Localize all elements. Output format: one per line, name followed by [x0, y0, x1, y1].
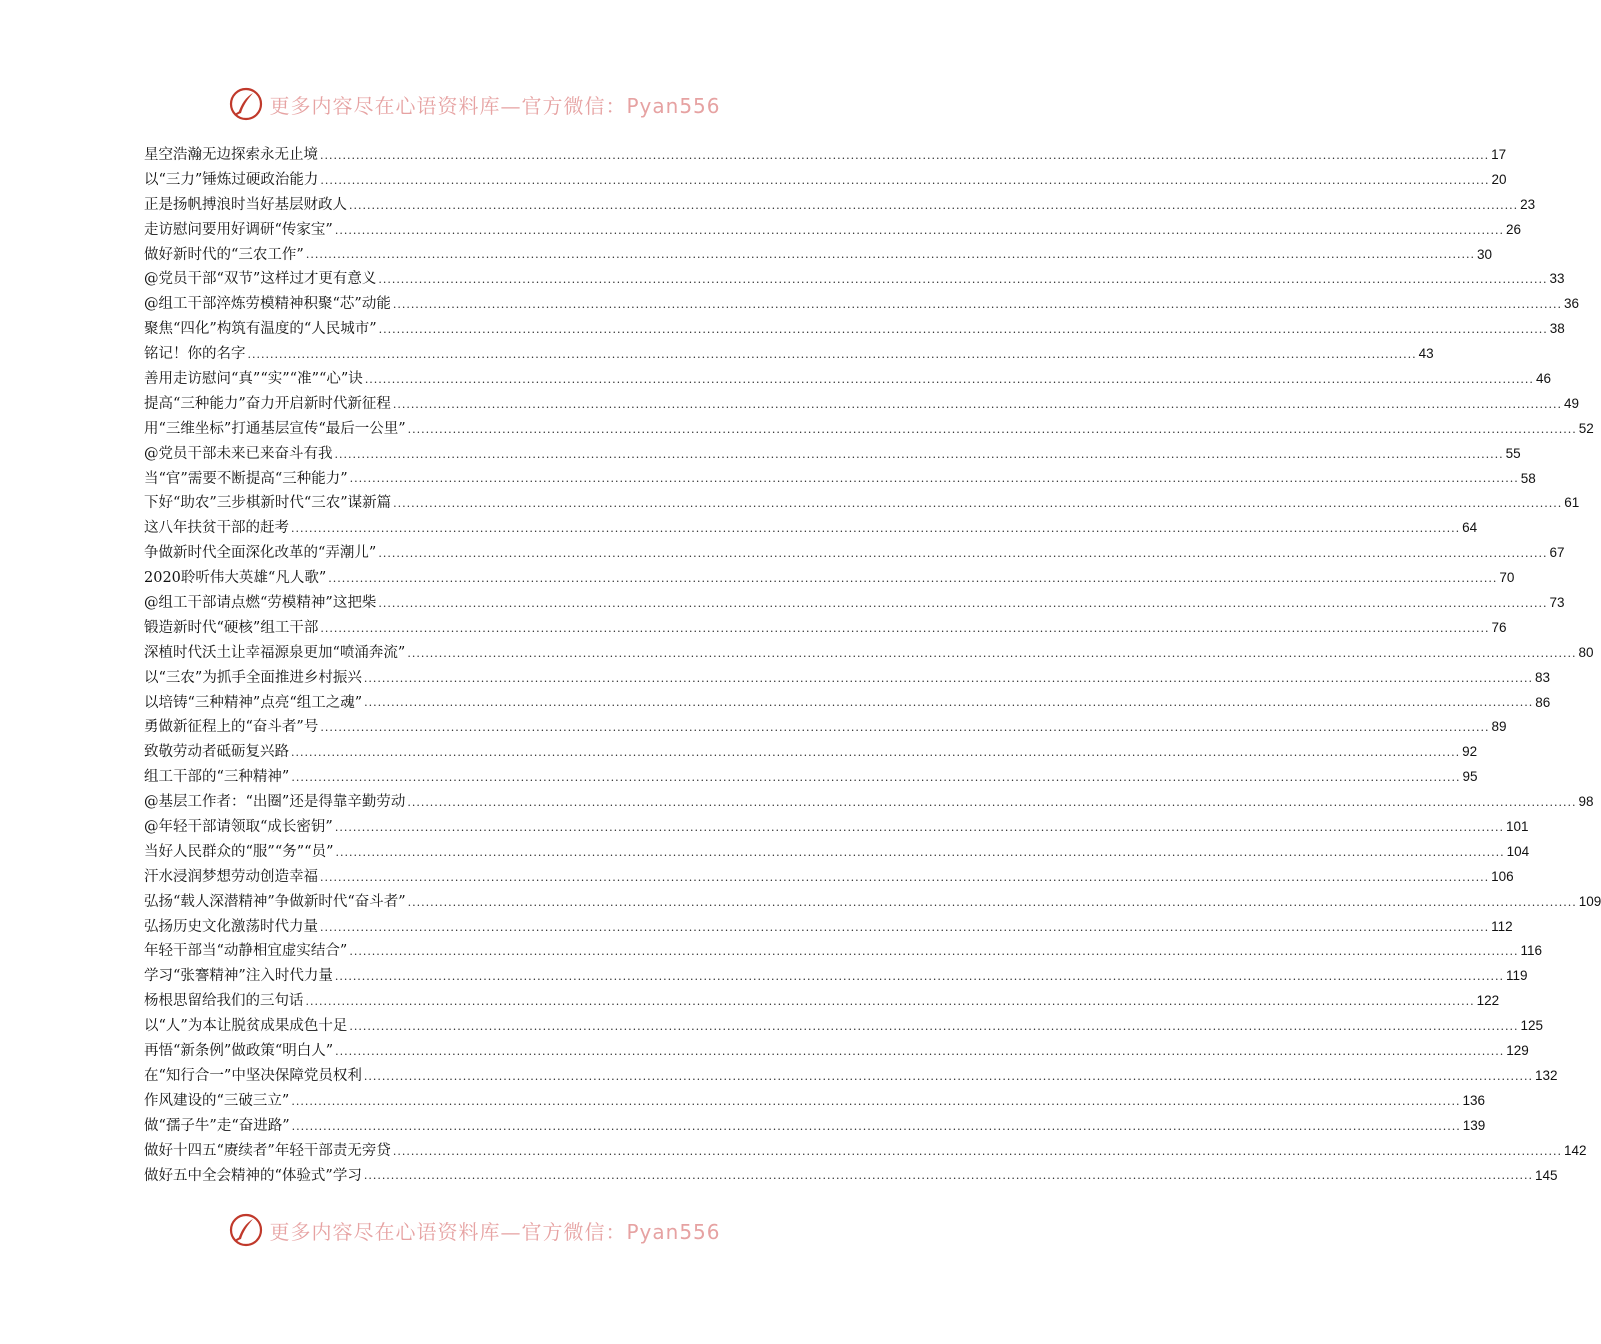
dot-leader: .................................................................................................................................................................................................................................................................... [291, 746, 1461, 760]
dot-leader: .................................................................................................................................................................................................................................................................... [349, 472, 1519, 486]
toc-entry[interactable] [144, 367, 1551, 392]
dot-leader: .................................................................................................................................................................................................................................................................... [320, 621, 1490, 635]
dot-leader: .................................................................................................................................................................................................................................................................... [334, 223, 1504, 237]
toc-entry[interactable] [144, 566, 1515, 591]
toc-entry-title: 在“知行合一”中坚决保障党员权利 [144, 1067, 362, 1084]
toc-entry-page: 101 [1505, 819, 1529, 835]
toc-entry-page: 132 [1534, 1067, 1558, 1083]
toc-entry-title: @组工干部请点燃“劳模精神”这把柴 [144, 595, 377, 612]
dot-leader: .................................................................................................................................................................................................................................................................... [334, 970, 1504, 984]
dot-leader: .................................................................................................................................................................................................................................................................... [364, 696, 1534, 710]
toc-entry-page: 83 [1534, 669, 1550, 685]
toc-entry[interactable] [144, 840, 1530, 865]
watermark-text [269, 1216, 720, 1245]
dot-leader: .................................................................................................................................................................................................................................................................... [334, 820, 1504, 834]
toc-entry[interactable] [144, 666, 1550, 691]
toc-entry-page: 58 [1520, 470, 1536, 486]
watermark-text [269, 90, 720, 119]
toc-entry-page: 55 [1505, 445, 1521, 461]
toc-entry-title: 深植时代沃土让幸福源泉更加“喷涌奔流” [144, 644, 406, 661]
dot-leader: .................................................................................................................................................................................................................................................................... [320, 173, 1490, 187]
toc-entry[interactable] [144, 292, 1579, 317]
toc-entry-page: 20 [1491, 171, 1507, 187]
toc-entry[interactable] [144, 193, 1536, 218]
dot-leader: .................................................................................................................................................................................................................................................................... [407, 895, 1577, 909]
dot-leader: .................................................................................................................................................................................................................................................................... [305, 995, 1475, 1009]
toc-entry-title: 勇做新征程上的“奋斗者”号 [144, 719, 319, 736]
dot-leader: .................................................................................................................................................................................................................................................................... [291, 1119, 1461, 1133]
toc-entry-page: 106 [1491, 868, 1514, 884]
footer-watermark [0, 1210, 950, 1250]
toc-entry[interactable] [144, 1014, 1543, 1039]
toc-entry-page: 136 [1462, 1092, 1485, 1108]
toc-entry-page: 104 [1506, 843, 1530, 859]
toc-entry-title: 正是扬帆搏浪时当好基层财政人 [144, 196, 347, 213]
toc-entry-title: 组工干部的“三种精神” [144, 769, 290, 786]
toc-entry[interactable] [144, 491, 1580, 516]
toc-entry[interactable] [144, 267, 1565, 292]
quill-logo-icon [229, 1213, 263, 1247]
toc-entry[interactable] [144, 740, 1478, 765]
dot-leader: .................................................................................................................................................................................................................................................................... [378, 596, 1548, 610]
dot-leader: .................................................................................................................................................................................................................................................................... [392, 1144, 1562, 1158]
toc-entry-title: 再悟“新条例”做政策“明白人” [144, 1043, 334, 1060]
toc-entry-title: 当“官”需要不断提高“三种能力” [144, 470, 348, 487]
dot-leader: .................................................................................................................................................................................................................................................................... [334, 447, 1504, 461]
dot-leader: .................................................................................................................................................................................................................................................................... [393, 497, 1563, 511]
toc-entry-title: @党员干部“双节”这样过才更有意义 [144, 271, 377, 288]
toc-entry[interactable] [144, 218, 1521, 243]
dot-leader: .................................................................................................................................................................................................................................................................... [364, 372, 1534, 386]
toc-entry-title: 做好新时代的“三农工作” [144, 246, 304, 263]
toc-entry-page: 67 [1549, 545, 1565, 561]
toc-entry[interactable] [144, 940, 1542, 965]
dot-leader: .................................................................................................................................................................................................................................................................... [407, 796, 1577, 810]
dot-leader: .................................................................................................................................................................................................................................................................... [328, 572, 1498, 586]
toc-entry-title: @党员干部未来已来奋斗有我 [144, 445, 333, 462]
toc-entry-title: @年轻干部请领取“成长密钥” [144, 819, 333, 836]
dot-leader: .................................................................................................................................................................................................................................................................... [320, 721, 1490, 735]
toc-entry-title: 以“三力”锤炼过硬政治能力 [144, 171, 319, 188]
toc-entry-title: 以培铸“三种精神”点亮“组工之魂” [144, 694, 363, 711]
toc-entry-title: 锻造新时代“硬核”组工干部 [144, 619, 319, 636]
toc-entry-page: 129 [1506, 1043, 1529, 1059]
toc-entry[interactable] [144, 1139, 1587, 1164]
dot-leader: .................................................................................................................................................................................................................................................................... [320, 870, 1490, 884]
toc-entry-title: 下好“助农”三步棋新时代“三农”谋新篇 [144, 495, 392, 512]
dot-leader: .................................................................................................................................................................................................................................................................... [291, 1094, 1461, 1108]
dot-leader: .................................................................................................................................................................................................................................................................... [320, 148, 1490, 162]
dot-leader: .................................................................................................................................................................................................................................................................... [378, 273, 1548, 287]
toc-entry[interactable] [144, 392, 1579, 417]
toc-entry-page: 86 [1535, 694, 1551, 710]
toc-entry[interactable] [144, 417, 1594, 442]
dot-leader: .................................................................................................................................................................................................................................................................... [392, 298, 1562, 312]
toc-entry-page: 89 [1491, 719, 1507, 735]
toc-entry[interactable] [144, 1164, 1558, 1189]
toc-entry-title: 年轻干部当“动静相宜虚实结合” [144, 943, 348, 960]
watermark-label: 更多内容尽在心语资料库—官方微信： [269, 93, 627, 118]
toc-entry-page: 139 [1462, 1117, 1486, 1133]
toc-entry-page: 92 [1462, 744, 1478, 760]
toc-entry-page: 125 [1520, 1018, 1543, 1034]
toc-entry-page: 80 [1578, 644, 1594, 660]
toc-entry[interactable] [144, 691, 1551, 716]
toc-entry-page: 52 [1578, 420, 1594, 436]
toc-entry-title: 当好人民群众的“服”“务”“员” [144, 843, 334, 860]
toc-entry[interactable] [144, 342, 1434, 367]
toc-entry-title: 以“三农”为抓手全面推进乡村振兴 [144, 669, 362, 686]
toc-entry-page: 76 [1491, 619, 1507, 635]
toc-entry[interactable] [144, 989, 1500, 1014]
toc-entry-title: 提高“三种能力”奋力开启新时代新征程 [144, 395, 391, 412]
toc-entry-page: 116 [1520, 943, 1542, 959]
dot-leader: .................................................................................................................................................................................................................................................................... [305, 248, 1475, 262]
toc-entry-page: 43 [1418, 346, 1434, 362]
toc-entry[interactable] [144, 641, 1594, 666]
toc-entry-page: 70 [1499, 570, 1515, 586]
toc-entry-page: 112 [1491, 918, 1513, 934]
toc-entry[interactable] [144, 1089, 1485, 1114]
dot-leader: .................................................................................................................................................................................................................................................................... [363, 671, 1533, 685]
toc-entry-page: 38 [1549, 321, 1565, 337]
toc-entry-title: 走访慰问要用好调研“传家宝” [144, 221, 333, 238]
quill-logo-icon [229, 87, 263, 121]
toc-entry-page: 17 [1491, 146, 1507, 162]
toc-entry-title: 做好五中全会精神的“体验式”学习 [144, 1167, 362, 1184]
toc-entry-title: 汗水浸润梦想劳动创造幸福 [144, 868, 318, 885]
toc-entry-page: 119 [1505, 968, 1528, 984]
wechat-id: Pyan556 [626, 1219, 721, 1244]
toc-entry-page: 142 [1563, 1142, 1587, 1158]
dot-leader: .................................................................................................................................................................................................................................................................... [363, 1169, 1533, 1183]
toc-entry-title: @基层工作者：“出圈”还是得靠辛勤劳动 [144, 794, 406, 811]
toc-entry-page: 73 [1549, 595, 1565, 611]
dot-leader: .................................................................................................................................................................................................................................................................... [247, 348, 1417, 362]
toc-entry-page: 98 [1578, 794, 1594, 810]
toc-entry-page: 122 [1476, 993, 1500, 1009]
toc-entry-title: 杨根思留给我们的三句话 [144, 993, 304, 1010]
dot-leader: .................................................................................................................................................................................................................................................................... [291, 522, 1461, 536]
toc-entry-title: 星空浩瀚无边探索永无止境 [144, 146, 318, 163]
toc-entry-page: 36 [1563, 296, 1579, 312]
toc-entry-page: 49 [1563, 395, 1579, 411]
toc-entry[interactable] [144, 541, 1565, 566]
toc-entry-page: 109 [1578, 893, 1601, 909]
toc-entry[interactable] [144, 1064, 1558, 1089]
toc-entry-title: 铭记！你的名字 [144, 346, 246, 363]
toc-entry[interactable] [144, 591, 1565, 616]
toc-entry-page: 30 [1476, 246, 1492, 262]
toc-entry-page: 33 [1549, 271, 1565, 287]
toc-entry[interactable] [144, 765, 1478, 790]
dot-leader: .................................................................................................................................................................................................................................................................... [335, 845, 1505, 859]
toc-entry[interactable] [144, 1114, 1486, 1139]
toc-entry-title: @组工干部淬炼劳模精神积聚“芯”动能 [144, 296, 391, 313]
toc-entry[interactable] [144, 815, 1529, 840]
toc-entry-title: 以“人”为本让脱贫成果成色十足 [144, 1018, 348, 1035]
dot-leader: .................................................................................................................................................................................................................................................................... [378, 547, 1548, 561]
toc-entry-title: 善用走访慰问“真”“实”“准”“心”诀 [144, 371, 363, 387]
dot-leader: .................................................................................................................................................................................................................................................................... [349, 1020, 1519, 1034]
toc-entry-page: 46 [1535, 371, 1551, 386]
wechat-id: Pyan556 [626, 93, 721, 118]
dot-leader: .................................................................................................................................................................................................................................................................... [291, 771, 1461, 785]
dot-leader: .................................................................................................................................................................................................................................................................... [349, 945, 1519, 959]
toc-entry-title: 作风建设的“三破三立” [144, 1092, 290, 1109]
toc-entry[interactable] [144, 516, 1478, 541]
toc-entry[interactable] [144, 616, 1507, 641]
toc-entry[interactable] [144, 143, 1507, 168]
toc-entry-page: 61 [1564, 495, 1580, 511]
toc-entry-title: 2020聆听伟大英雄“凡人歌” [144, 570, 327, 587]
toc-entry-page: 95 [1462, 769, 1478, 785]
toc-entry-title: 做好十四五“赓续者”年轻干部责无旁贷 [144, 1142, 391, 1159]
toc-entry[interactable] [144, 890, 1601, 915]
toc-entry[interactable] [144, 442, 1521, 467]
toc-entry[interactable] [144, 317, 1565, 342]
dot-leader: .................................................................................................................................................................................................................................................................... [378, 323, 1548, 337]
toc-entry[interactable] [144, 168, 1507, 193]
toc-entry-title: 致敬劳动者砥砺复兴路 [144, 744, 289, 761]
dot-leader: .................................................................................................................................................................................................................................................................... [349, 198, 1519, 212]
toc-entry[interactable] [144, 790, 1594, 815]
dot-leader: .................................................................................................................................................................................................................................................................... [407, 422, 1577, 436]
toc-entry-page: 26 [1505, 221, 1521, 237]
header-watermark [0, 84, 950, 124]
toc-entry[interactable] [144, 715, 1507, 740]
watermark-label: 更多内容尽在心语资料库—官方微信： [269, 1219, 627, 1244]
toc-entry-title: 争做新时代全面深化改革的“弄潮儿” [144, 545, 377, 562]
dot-leader: .................................................................................................................................................................................................................................................................... [335, 1044, 1505, 1058]
toc-entry[interactable] [144, 915, 1513, 940]
toc-entry[interactable] [144, 865, 1514, 890]
toc-entry[interactable] [144, 1039, 1529, 1064]
dot-leader: .................................................................................................................................................................................................................................................................... [363, 1069, 1533, 1083]
toc-entry-title: 做“孺子牛”走“奋进路” [144, 1117, 290, 1134]
dot-leader: .................................................................................................................................................................................................................................................................... [407, 646, 1577, 660]
toc-entry-title: 弘扬“载人深潜精神”争做新时代“奋斗者” [144, 893, 406, 910]
toc-entry-title: 聚焦“四化”构筑有温度的“人民城市” [144, 321, 377, 338]
dot-leader: .................................................................................................................................................................................................................................................................... [392, 397, 1562, 411]
toc-entry-title: 弘扬历史文化激荡时代力量 [144, 918, 318, 935]
toc-entry-title: 这八年扶贫干部的赶考 [144, 520, 289, 537]
dot-leader: .................................................................................................................................................................................................................................................................... [320, 920, 1490, 934]
toc-entry[interactable] [144, 964, 1528, 989]
toc-entry-page: 145 [1534, 1167, 1558, 1183]
toc-entry-page: 64 [1462, 520, 1478, 536]
toc-entry[interactable] [144, 243, 1492, 268]
toc-entry-title: 用“三维坐标”打通基层宣传“最后一公里” [144, 420, 406, 437]
toc-entry-page: 23 [1520, 196, 1536, 212]
toc-entry[interactable] [144, 467, 1536, 492]
table-of-contents [144, 143, 1601, 1188]
toc-entry-title: 学习“张謇精神”注入时代力量 [144, 968, 333, 985]
